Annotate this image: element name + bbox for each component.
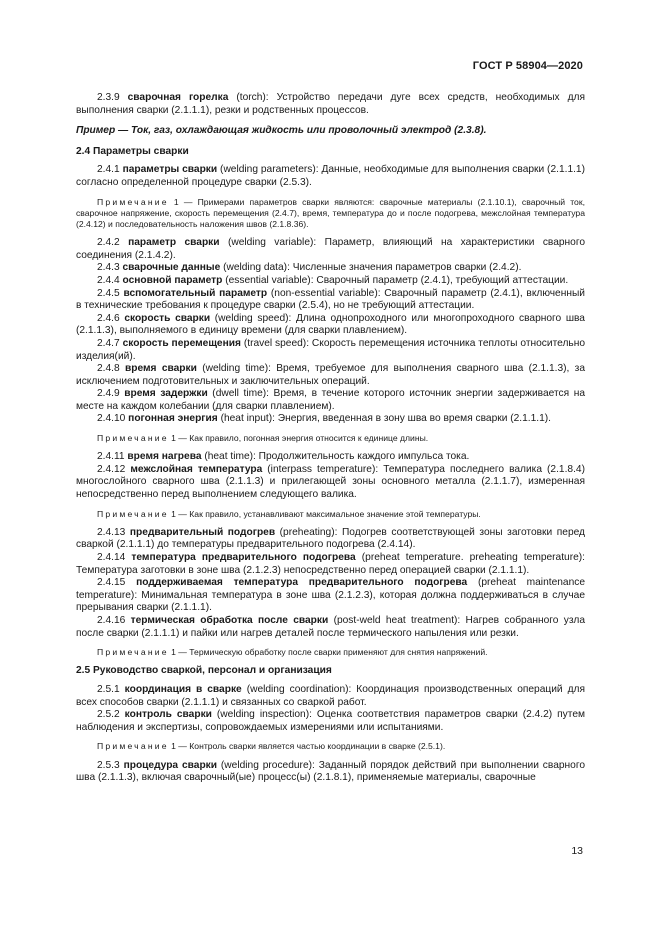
term-2-4-11: 2.4.11 время нагрева (heat time): Продолжительность каждого импульса тока. <box>97 451 470 463</box>
term-2-4-5: 2.4.5 вспомогательный параметр (non-essential variable): Сварочный параметр (2.4.1), включенный в технические требования к процедуре сварки (2.5.4), но не требующий аттестации. <box>76 287 585 312</box>
term-2-4-16: 2.4.16 термическая обработка после сварки (post-weld heat treatment): Нагрев собранного узла после сварки (2.1.1.1) и пайки или нагрев деталей после термического напыления или резки. <box>76 615 586 639</box>
term-2-5-3: 2.5.3 процедура сварки (welding procedure): Заданный порядок действий при выполнении сварного шва (2.1.1.3), включая сварочный(ые) процесс(ы) (2.1.8.1), применяемые материалы, сварочные <box>76 759 585 784</box>
page-number: 13 <box>571 845 583 857</box>
term-2-5-1: 2.5.1 координация в сварке (welding coordination): Координация производственных операций для всех способов сварки (2.1.1.1) и связанных со сваркой работ. <box>76 684 585 708</box>
term-2-4-3: 2.4.3 сварочные данные (welding data): Численные значения параметров сварки (2.4.2). <box>97 262 522 274</box>
document-body <box>76 92 585 785</box>
example-text: Пример — Ток, газ, охлаждающая жидкость или проволочный электрод (2.3.8). <box>76 125 487 137</box>
term-2-4-10: 2.4.10 погонная энергия (heat input): Энергия, введенная в зону шва во время сварки (2.1.1.1). <box>97 413 552 425</box>
note-2-4-12: Примечание 1 — Как правило, устанавливают максимальное значение этой температуры. <box>97 508 481 519</box>
term-2-4-15: 2.4.15 поддерживаемая температура предварительного подогрева (preheat maintenance temperature): Минимальная температура в зоне шва (2.1.2.3), которая должна поддерживаться в случае прерывания сварки (2.1.1.1). <box>76 577 585 614</box>
term-2-4-12: 2.4.12 межслойная температура (interpass temperature): Температура последнего валика (2.1.8.4) многослойного сварного шва (2.1.1.3) и прилегающей зоны основного металла (2.1.1.7), измеренная непосредственно перед выполнением следующего валика. <box>76 463 585 501</box>
term-2-4-2: 2.4.2 параметр сварки (welding variable): Параметр, влияющий на характеристики сварного соединения (2.1.4.2). <box>76 237 585 261</box>
term-2-4-6: 2.4.6 скорость сварки (welding speed): Длина однопроходного или многопроходного сварного шва (2.1.1.3), выполняемого в единицу времени (для сварки плавлением). <box>76 312 585 337</box>
term-2-4-8: 2.4.8 время сварки (welding time): Время, требуемое для выполнения сварного шва (2.1.1.3), за исключением подготовительных и заключительных операций. <box>76 363 586 387</box>
section-heading-2-4: 2.4 Параметры сварки <box>76 145 189 157</box>
note-2-5-2: Примечание 1 — Контроль сварки является частью координации в сварке (2.5.1). <box>97 741 446 752</box>
term-2-4-7: 2.4.7 скорость перемещения (travel speed): Скорость перемещения источника теплоты относительно изделия(ий). <box>76 337 585 362</box>
standard-header: ГОСТ Р 58904—2020 <box>472 60 583 72</box>
term-2-5-2: 2.5.2 контроль сварки (welding inspection): Оценка соответствия параметров сварки (2.4.2) путем наблюдения и экспертизы, сопровождаемых измерениями или испытаниями. <box>76 709 585 733</box>
term-2-4-14: 2.4.14 температура предварительного подогрева (preheat temperature. preheating temperature): Температура заготовки в зоне шва (2.1.2.3) непосредственно перед операцией сварки (2.1.1.1). <box>76 552 585 576</box>
note-2-4-16: Примечание 1 — Термическую обработку после сварки применяют для снятия напряжений. <box>97 647 488 658</box>
note-2-4-1: Примечание 1 — Примерами параметров сварки являются: сварочные материалы (2.1.10.1), сварочный ток, сварочное напряжение, скорость перемещения (2.4.7), время, температура до и после подогрева, межслойная температура (2.4.12) и последовательность наложения швов (2.1.8.36). <box>76 196 585 229</box>
term-2-4-1: 2.4.1 параметры сварки (welding parameters): Данные, необходимые для выполнения сварки (2.1.1.1) согласно определенной процедуре сварки (2.5.3). <box>76 164 585 188</box>
section-heading-2-5: 2.5 Руководство сваркой, персонал и организация <box>76 665 332 677</box>
term-2-4-9: 2.4.9 время задержки (dwell time): Время, в течение которого источник энергии задерживается на месте на каждом колебании (для сварки плавлением). <box>76 388 585 412</box>
term-2-4-4: 2.4.4 основной параметр (essential variable): Сварочный параметр (2.4.1), требующий аттестации. <box>97 274 569 286</box>
note-2-4-10: Примечание 1 — Как правило, погонная энергия относится к единице длины. <box>97 433 429 444</box>
term-2-4-13: 2.4.13 предварительный подогрев (preheating): Подогрев соответствующей зоны заготовки перед сваркой (2.1.1.1) до температуры предварительного подогрева (2.4.14). <box>76 526 585 551</box>
term-2-3-9: 2.3.9 сварочная горелка (torch): Устройство передачи дуге всех средств, необходимых для выполнения сварки (2.1.1.1), резки и родственных процессов. <box>76 92 585 116</box>
